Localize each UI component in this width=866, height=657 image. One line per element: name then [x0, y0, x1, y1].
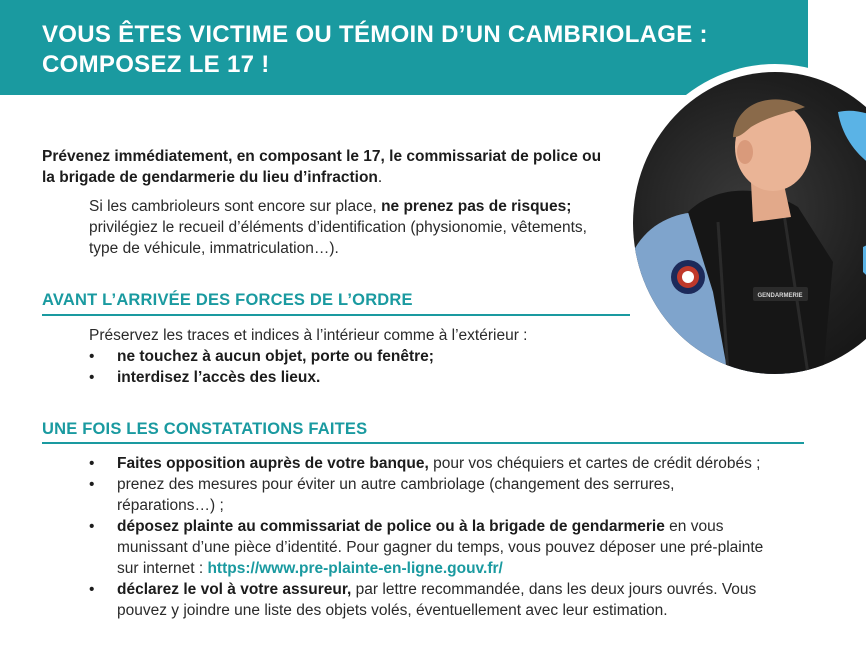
list-item: • Faites opposition auprès de votre banque, pour vos chéquiers et cartes de crédit dérobés ;: [89, 453, 769, 474]
section-divider-after: [42, 442, 804, 444]
list-item: • ne touchez à aucun objet, porte ou fenêtre;: [89, 346, 619, 367]
intro-bold: Prévenez immédiatement, en composant le 17, le commissariat de police ou la brigade de gendarmerie du lieu d’infraction: [42, 148, 602, 186]
intro-end: .: [377, 169, 383, 186]
on-site-bold: ne prenez pas de risques;: [381, 198, 572, 215]
gendarme-illustration-icon: [633, 72, 866, 374]
pre-plainte-link[interactable]: https://www.pre-plainte-en-ligne.gouv.fr/: [207, 560, 503, 577]
section-heading-after: UNE FOIS LES CONSTATATIONS FAITES: [42, 420, 368, 438]
title-line-2: COMPOSEZ LE 17 !: [42, 51, 270, 78]
list-item: • interdisez l’accès des lieux.: [89, 367, 619, 388]
list-item: • déclarez le vol à votre assureur, par lettre recommandée, dans les deux jours ouvrés. Vous pouvez y joindre une liste des objets volés, éventuellement avec leur estimation.: [89, 579, 769, 621]
section-heading-before: AVANT L’ARRIVÉE DES FORCES DE L’ORDRE: [42, 291, 413, 309]
section-divider-before: [42, 314, 630, 316]
section-before-lead: Préservez les traces et indices à l’intérieur comme à l’extérieur :: [89, 327, 528, 344]
section-after-list: [89, 453, 769, 621]
on-site-start: Si les cambrioleurs sont encore sur place,: [89, 198, 382, 215]
vest-label: GENDARMERIE: [757, 293, 803, 299]
gendarme-photo-icon: [633, 72, 866, 374]
on-site-paragraph: [89, 196, 619, 259]
gendarme-photo: [625, 64, 866, 382]
intro-paragraph: [42, 146, 612, 188]
title-banner: [0, 0, 808, 95]
on-site-end: privilégiez le recueil d’éléments d’identification (physionomie, vêtements, type de véhicule, immatriculation…).: [89, 219, 587, 257]
list-item: • déposez plainte au commissariat de police ou à la brigade de gendarmerie en vous munissant d’une pièce d’identité. Pour gagner du temps, vous pouvez déposer une pré-plainte sur internet : https://www.pre-plainte-en-ligne.gouv.fr/: [89, 516, 769, 579]
list-item: • prenez des mesures pour éviter un autre cambriolage (changement des serrures, réparations…) ;: [89, 474, 769, 516]
title-line-1: VOUS ÊTES VICTIME OU TÉMOIN D’UN CAMBRIOLAGE :: [42, 21, 708, 48]
section-before-list: [89, 346, 619, 388]
page-title: [42, 20, 792, 80]
